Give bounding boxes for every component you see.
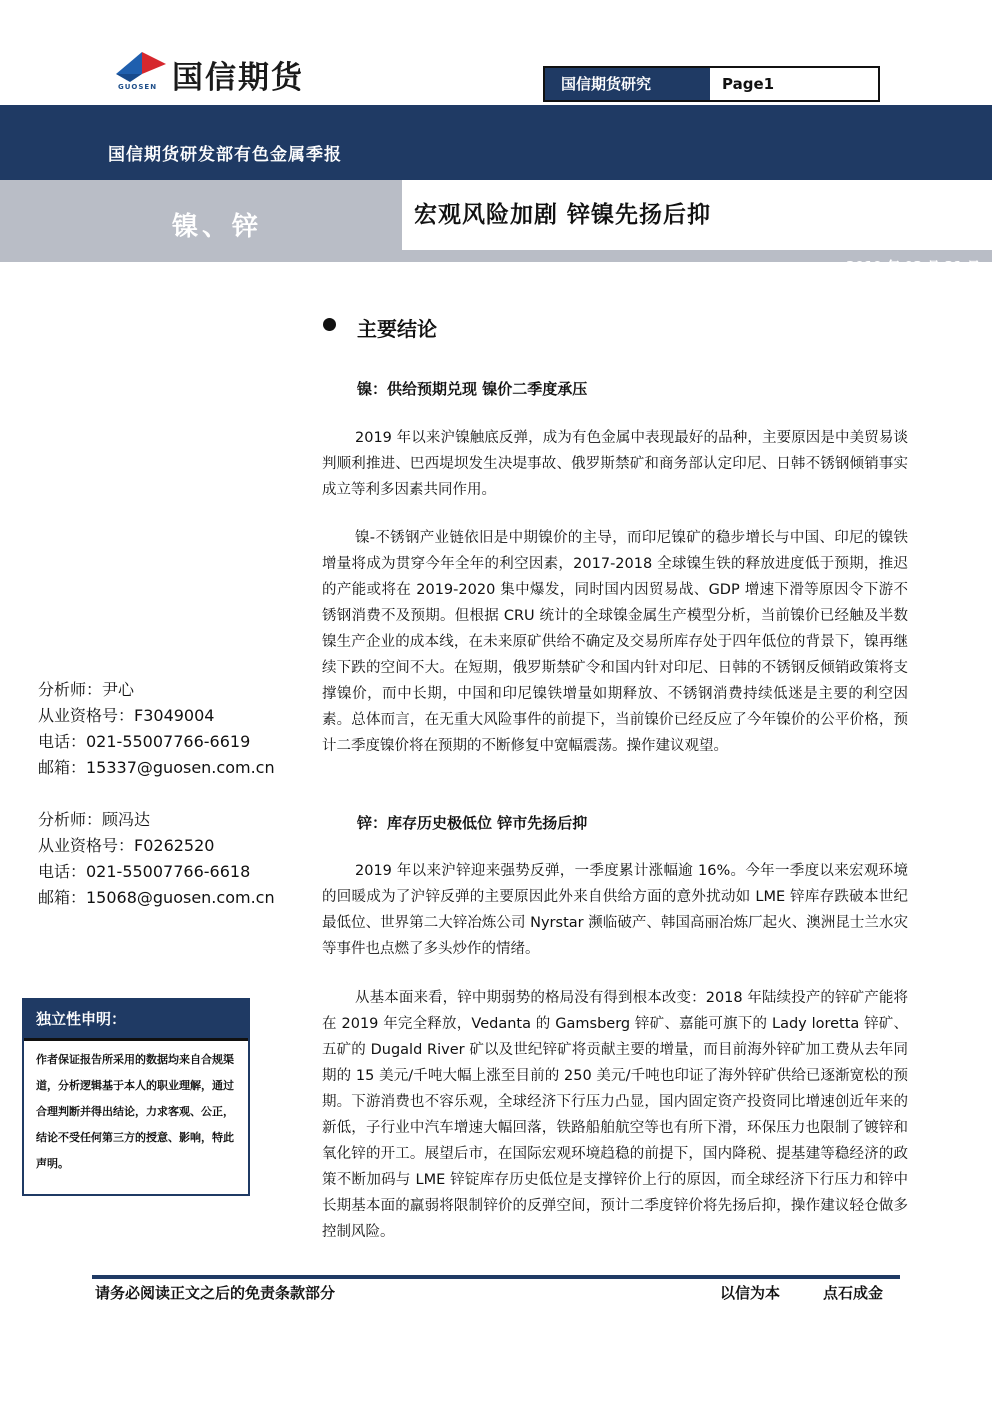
footer-notice: 请务必阅读正文之后的免责条款部分 <box>95 1284 336 1302</box>
analyst-phone: 电话：021-55007766-6619 <box>38 732 251 751</box>
nickel-paragraph-1: 2019 年以来沪镍触底反弹，成为有色金属中表现最好的品种，主要原因是中美贸易谈判顺利推进、巴西堤坝发生决堤事故、俄罗斯禁矿和商务部认定印尼、日韩不锈钢倾销事实成立等利多因素共同作用。 <box>322 430 908 498</box>
nickel-subtitle: 镍：供给预期兑现 镍价二季度承压 <box>357 380 588 398</box>
department-title: 国信期货研发部有色金属季报 <box>108 145 342 165</box>
zinc-paragraph-2: 从基本面来看，锌中期弱势的格局没有得到根本改变：2018 年陆续投产的锌矿产能将在 2019 年完全释放，Vedanta 的 Gamsberg 锌矿、嘉能可旗下的 Lady loretta 锌矿、五矿的 Dugald River 矿以及世纪锌矿将贡献主要的增量，而目前海外锌矿加工费从去年同期的 15 美元/千吨大幅上涨至目前的 250 美元/千吨也印证了海外锌矿供给已逐渐宽松的预期。下游消费也不容乐观，全球经济下行压力凸显，国内固定资产投资同比增速创近年来的新低，子行业中汽车增速大幅回落，铁路船舶航空等也有所下滑，环保压力也限制了镀锌和氧化锌的开工。展望后市，在国际宏观环境趋稳的前提下，国内降税、提基建等稳经济的政策不断加码与 LME 锌锭库存历史低位是支撑锌价上行的原因，而全球经济下行压力和锌中长期基本面的羸弱将限制锌价的反弹空间，预计二季度锌价将先扬后抑，操作建议轻仓做多控制风险。 <box>322 990 908 1240</box>
metals-label: 镍、锌 <box>172 212 263 242</box>
nickel-paragraph-2: 镍-不锈钢产业链依旧是中期镍价的主导，而印尼镍矿的稳步增长与中国、印尼的镍铁增量将成为贯穿今年全年的利空因素，2017-2018 全球镍生铁的释放进度低于预期，推迟的产能或将在 2019-2020 集中爆发，同时国内因贸易战、GDP 增速下滑等原因令下游不锈钢消费不及预期。但根据 CRU 统计的全球镍金属生产模型分析，当前镍价已经触及半数镍生产企业的成本线，在未来原矿供给不确定及交易所库存处于四年低位的背景下，镍再继续下跌的空间不大。在短期，俄罗斯禁矿令和国内针对印尼、日韩的不锈钢反倾销政策将支撑镍价，而中长期，中国和印尼镍铁增量如期释放、不锈钢消费持续低迷是主要的利空因素。总体而言，在无重大风险事件的前提下，当前镍价已经反应了今年镍价的公平价格，预计二季度镍价将在预期的不断修复中宽幅震荡。操作建议观望。 <box>322 530 908 754</box>
page-label: Page1 <box>722 75 775 93</box>
bullet-icon <box>323 318 336 331</box>
analyst-email[interactable]: 邮箱：15337@guosen.com.cn <box>38 758 275 777</box>
analyst-phone: 电话：021-55007766-6618 <box>38 862 251 881</box>
footer-motto-2: 点石成金 <box>823 1284 884 1302</box>
analyst-license: 从业资格号：F3049004 <box>38 706 215 725</box>
analyst-name: 分析师：顾冯达 <box>38 810 151 829</box>
zinc-subtitle: 锌：库存历史极低位 锌市先扬后抑 <box>357 814 588 832</box>
disclaimer-divider <box>24 1038 248 1041</box>
logo-subtext: GUOSEN <box>118 83 158 91</box>
disclaimer-heading: 独立性申明： <box>24 1000 248 1038</box>
research-label: 国信期货研究 <box>545 68 710 100</box>
analyst-email[interactable]: 邮箱：15068@guosen.com.cn <box>38 888 275 907</box>
analyst-name: 分析师：尹心 <box>38 680 135 699</box>
section-title: 主要结论 <box>357 317 437 341</box>
zinc-paragraph-1: 2019 年以来沪锌迎来强势反弹，一季度累计涨幅逾 16%。今年一季度以来宏观环境的回暖成为了沪锌反弹的主要原因此外来自供给方面的意外扰动如 LME 锌库存跌破本世纪最低位、世界第二大锌冶炼公司 Nyrstar 濒临破产、韩国高丽冶炼厂起火、澳洲昆士兰水灾等事件也点燃了多头炒作的情绪。 <box>322 863 908 957</box>
analyst-license: 从业资格号：F0262520 <box>38 836 215 855</box>
disclaimer-text: 作者保证报告所采用的数据均来自合规渠道，分析逻辑基于本人的职业理解，通过合理判断并得出结论，力求客观、公正，结论不受任何第三方的授意、影响，特此声明。 <box>36 1053 234 1170</box>
footer-divider <box>92 1275 900 1279</box>
page-title: 宏观风险加剧 锌镍先扬后抑 <box>414 201 712 228</box>
logo-text: 国信期货 <box>172 60 304 96</box>
footer-motto-1: 以信为本 <box>720 1284 781 1302</box>
report-date: 2019 年 03 月 31 日 <box>846 260 980 275</box>
